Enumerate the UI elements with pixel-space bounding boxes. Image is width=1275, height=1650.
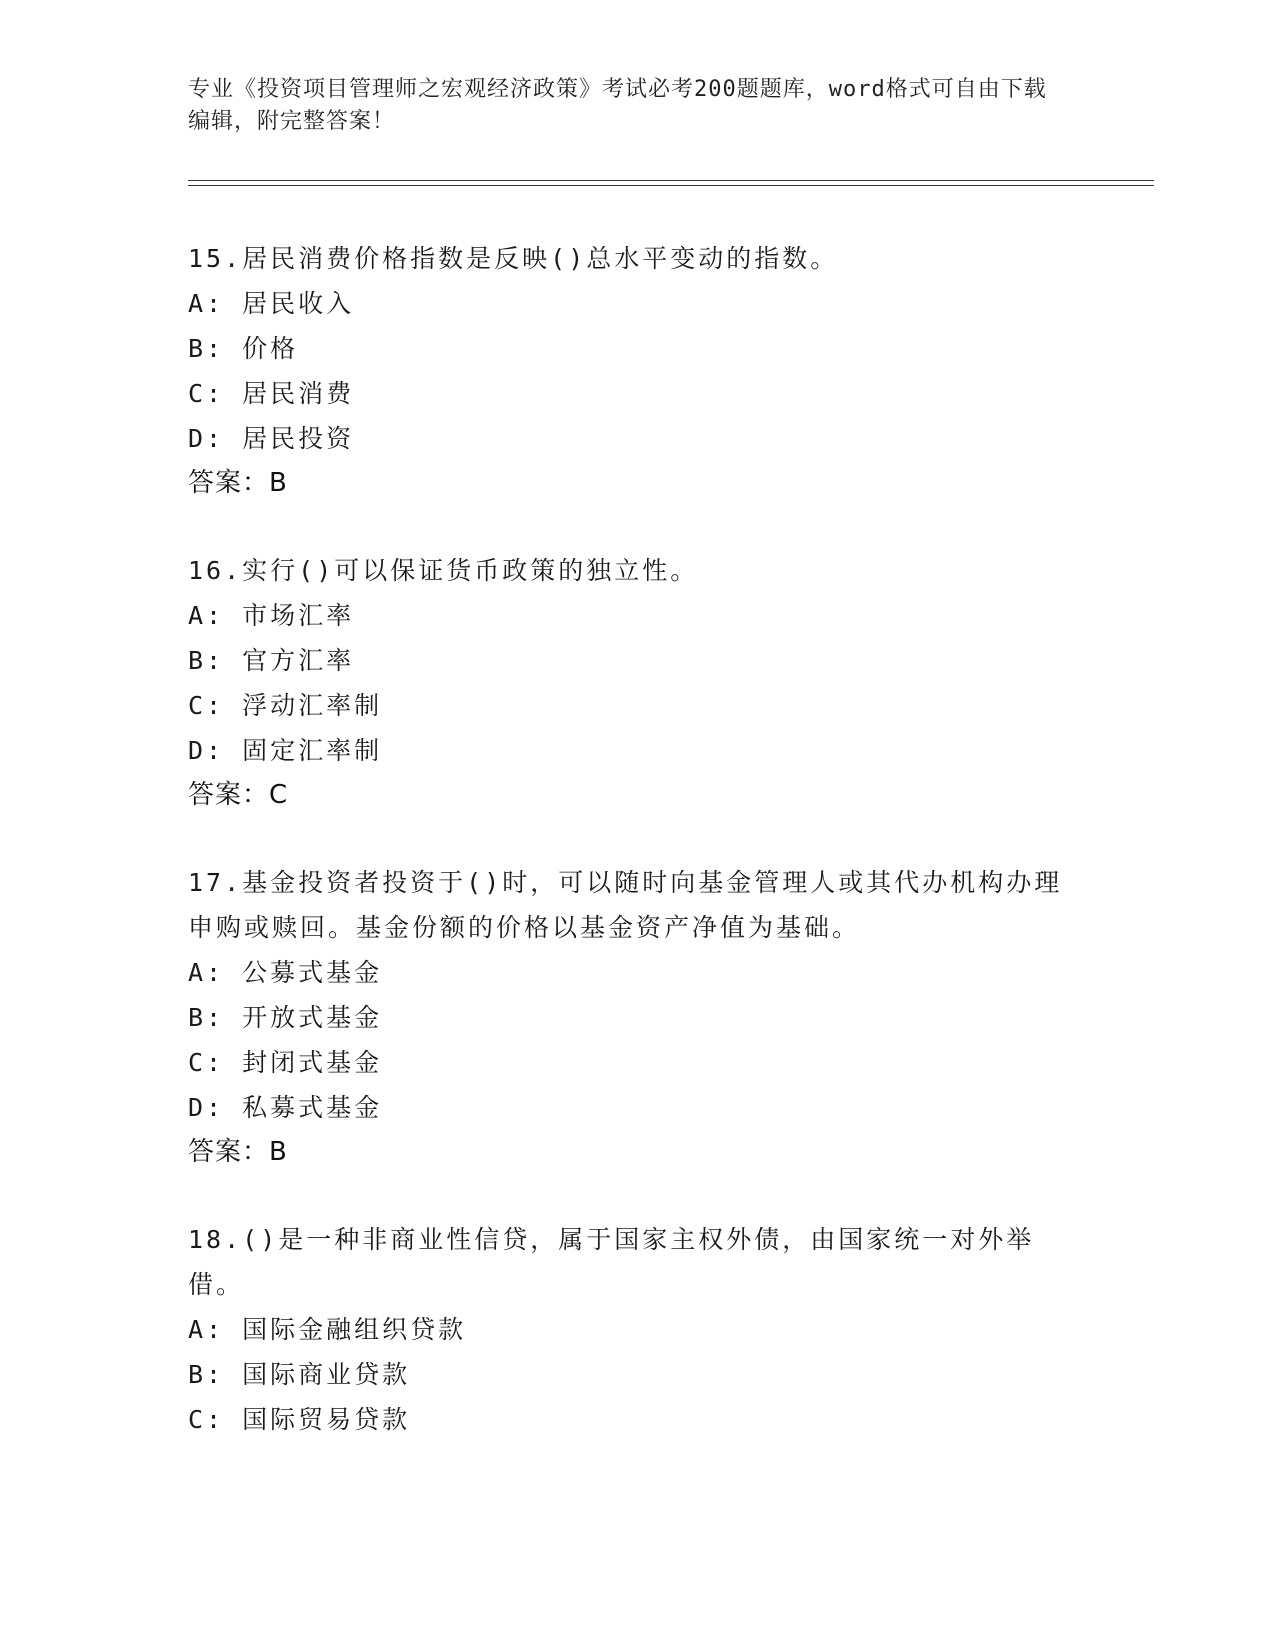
option-b: B: 国际商业贷款 — [188, 1360, 411, 1389]
option-c: C: 浮动汇率制 — [188, 691, 383, 720]
answer: 答案：B — [188, 1137, 288, 1167]
option-b: B: 价格 — [188, 334, 299, 363]
question-17 — [188, 860, 1088, 1175]
question-stem: 16.实行()可以保证货币政策的独立性。 — [188, 556, 699, 585]
option-d: D: 私募式基金 — [188, 1093, 383, 1122]
option-a: A: 国际金融组织贷款 — [188, 1315, 467, 1344]
answer: 答案：B — [188, 468, 288, 498]
option-a: A: 市场汇率 — [188, 601, 355, 630]
option-b: B: 开放式基金 — [188, 1003, 383, 1032]
question-list — [188, 236, 1088, 1484]
header-rule-top — [188, 180, 1154, 181]
option-b: B: 官方汇率 — [188, 646, 355, 675]
header-rule-bottom — [188, 185, 1154, 186]
question-stem: 18.()是一种非商业性信贷，属于国家主权外债，由国家统一对外举借。 — [188, 1225, 1035, 1299]
option-c: C: 国际贸易贷款 — [188, 1405, 411, 1434]
question-18 — [188, 1217, 1088, 1442]
question-stem: 17.基金投资者投资于()时，可以随时向基金管理人或其代办机构办理申购或赎回。基金份额的价格以基金资产净值为基础。 — [188, 868, 1063, 942]
option-d: D: 固定汇率制 — [188, 736, 383, 765]
question-15 — [188, 236, 1088, 506]
question-stem: 15.居民消费价格指数是反映()总水平变动的指数。 — [188, 244, 839, 273]
option-c: C: 封闭式基金 — [188, 1048, 383, 1077]
answer: 答案：C — [188, 780, 289, 810]
option-a: A: 公募式基金 — [188, 958, 383, 987]
question-16 — [188, 548, 1088, 818]
option-c: C: 居民消费 — [188, 379, 355, 408]
option-a: A: 居民收入 — [188, 289, 355, 318]
document-intro: 专业《投资项目管理师之宏观经济政策》考试必考200题题库，word格式可自由下载编辑，附完整答案！ — [188, 77, 1047, 134]
option-d: D: 居民投资 — [188, 424, 355, 453]
